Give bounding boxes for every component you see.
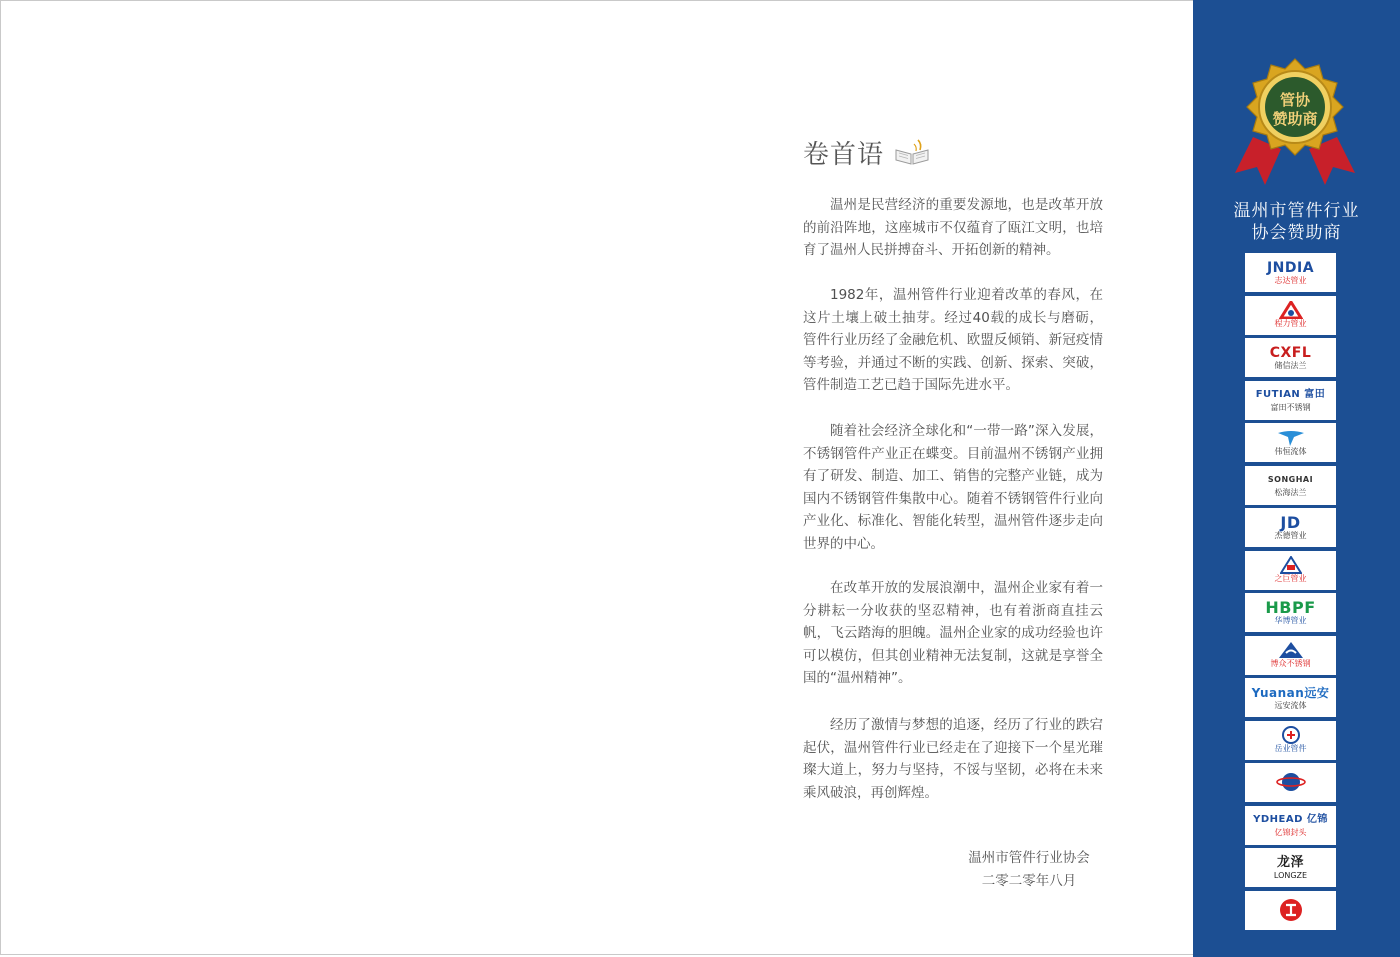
sponsor-sidebar bbox=[1193, 0, 1400, 957]
sponsor-name: 储信法兰 bbox=[1274, 360, 1307, 370]
weiheng-logo-icon bbox=[1276, 429, 1306, 447]
sponsor-logo-futian bbox=[1245, 381, 1336, 420]
sponsor-logo-hbpf bbox=[1245, 593, 1336, 632]
zhiju-logo-icon bbox=[1280, 556, 1302, 574]
preface-paragraph-2: 1982年，温州管件行业迎着改革的春风，在这片土壤上破土抽芽。经过40载的成长与磨砺，管件行业历经了金融危机、欧盟反倾销、新冠疫情等考验，并通过不断的实践、创新、探索、突破，管件制造工艺已趋于国际先进水平。 bbox=[803, 287, 1103, 393]
sponsor-logo-globe bbox=[1245, 763, 1336, 802]
preface-header bbox=[803, 132, 1103, 172]
sponsor-name: 之巨管业 bbox=[1274, 574, 1307, 583]
sponsor-logo-bozhong bbox=[1245, 636, 1336, 675]
sponsor-mark: 龙泽 bbox=[1276, 854, 1304, 870]
sponsor-mark: Yuanan远安 bbox=[1251, 685, 1330, 700]
sponsor-mark: CXFL bbox=[1269, 344, 1312, 361]
sponsor-name: 松海法兰 bbox=[1274, 488, 1307, 497]
chengli-logo-icon bbox=[1279, 301, 1303, 319]
sponsor-name: 岳业管件 bbox=[1274, 744, 1307, 753]
sponsor-logo-jiede bbox=[1245, 508, 1336, 547]
preface-paragraph-3: 随着社会经济全球化和“一带一路”深入发展，不锈钢管件产业正在蝶变。目前温州不锈钢产业拥有了研发、制造、加工、销售的完整产业链，成为国内不锈钢管件集散中心。随着不锈钢管件行业向产业化、标准化、智能化转型，温州管件逐步走向世界的中心。 bbox=[803, 423, 1103, 552]
sponsor-name: 富田不锈钢 bbox=[1270, 403, 1311, 412]
sponsor-mark: SONGHAI bbox=[1267, 475, 1314, 484]
sponsor-name: 博众不锈钢 bbox=[1270, 659, 1311, 668]
sponsor-logo-cxfl bbox=[1245, 338, 1336, 377]
sponsor-logo-emblem bbox=[1245, 891, 1336, 930]
sponsor-mark: YDHEAD 亿锦 bbox=[1253, 814, 1328, 825]
sponsor-name: 亿锦封头 bbox=[1274, 828, 1307, 837]
sponsor-name: 远安流体 bbox=[1274, 700, 1307, 710]
sponsor-logo-yijin bbox=[1245, 806, 1336, 845]
signature-block bbox=[953, 847, 1105, 893]
sidebar-title bbox=[1193, 200, 1400, 244]
signature-date: 二零二零年八月 bbox=[981, 873, 1077, 889]
sponsor-name: 志达管业 bbox=[1274, 275, 1307, 285]
sponsor-mark: HBPF bbox=[1265, 597, 1316, 617]
emblem-logo-icon bbox=[1278, 901, 1304, 919]
preface-column bbox=[803, 132, 1103, 889]
sponsor-name: 杰德管业 bbox=[1274, 530, 1307, 540]
sponsor-logo-yuanan bbox=[1245, 678, 1336, 717]
globe-logo-icon bbox=[1276, 774, 1306, 792]
sponsor-name: 伟恒流体 bbox=[1274, 446, 1307, 456]
sponsor-logo-songhai bbox=[1245, 466, 1336, 505]
preface-paragraph-5: 经历了激情与梦想的追逐，经历了行业的跌宕起伏，温州管件行业已经走在了迎接下一个星光璀璨大道上，努力与坚持，不馁与坚韧，必将在未来乘风破浪，再创辉煌。 bbox=[803, 717, 1103, 801]
sponsor-logo-weiheng bbox=[1245, 423, 1336, 462]
sidebar-title-line2: 协会赞助商 bbox=[1251, 223, 1342, 243]
sidebar-title-line1: 温州市管件行业 bbox=[1233, 201, 1360, 221]
sponsor-mark: FUTIAN 富田 bbox=[1255, 389, 1326, 400]
preface-paragraph-1: 温州是民营经济的重要发源地，也是改革开放的前沿阵地，这座城市不仅蕴育了瓯江文明，也培育了温州人民拼搏奋斗、开拓创新的精神。 bbox=[803, 197, 1103, 258]
medal-text-line1: 管协 bbox=[1279, 91, 1311, 109]
yueye-logo-icon bbox=[1281, 726, 1301, 744]
signature-org: 温州市管件行业协会 bbox=[968, 850, 1090, 866]
sponsor-medal-badge bbox=[1225, 45, 1365, 185]
open-book-icon bbox=[894, 138, 930, 166]
bozhong-logo-icon bbox=[1278, 641, 1304, 659]
sponsor-name: 华博管业 bbox=[1274, 615, 1307, 625]
sponsor-logo-chengli bbox=[1245, 296, 1336, 335]
preface-title: 卷首语 bbox=[803, 139, 885, 170]
sponsor-logo-yueye bbox=[1245, 721, 1336, 760]
sponsor-logo-longze bbox=[1245, 848, 1336, 887]
sponsor-logo-jndia bbox=[1245, 253, 1336, 292]
sponsor-logo-zhiju bbox=[1245, 551, 1336, 590]
sponsor-name: LONGZE bbox=[1273, 870, 1308, 880]
sponsor-mark: JNDIA bbox=[1266, 259, 1315, 276]
sponsor-logo-list bbox=[1245, 253, 1336, 933]
sponsor-name: 程力管业 bbox=[1274, 319, 1307, 328]
preface-paragraph-4: 在改革开放的发展浪潮中，温州企业家有着一分耕耘一分收获的坚忍精神，也有着浙商直挂云帆，飞云踏海的胆魄。温州企业家的成功经验也许可以模仿，但其创业精神无法复制，这就是享誉全国的“温州精神”。 bbox=[803, 580, 1103, 686]
medal-text-line2: 赞助商 bbox=[1272, 110, 1318, 128]
sponsor-mark: JD bbox=[1280, 512, 1301, 532]
